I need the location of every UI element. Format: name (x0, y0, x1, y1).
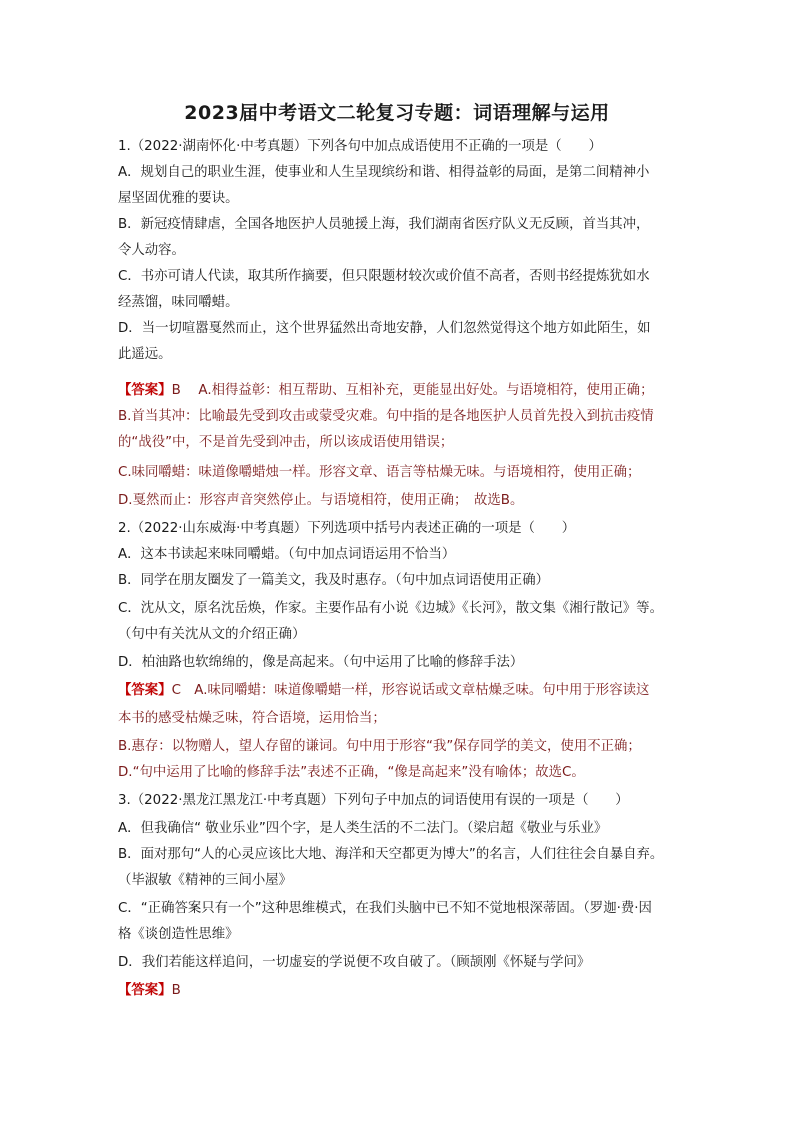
page-title: 2023届中考语文二轮复习专题：词语理解与运用 (184, 102, 610, 124)
option-line: （毕淑敏《精神的三间小屋》 (118, 873, 293, 888)
question-stem: 3.（2022·黑龙江黑龙江·中考真题）下列句子中加点的词语使用有误的一项是（ ） (118, 793, 629, 808)
option-line: D．柏油路也软绵绵的，像是高起来。（句中运用了比喻的修辞手法） (118, 655, 524, 670)
option-line: A．规划自己的职业生涯，使事业和人生呈现缤纷和谐、相得益彰的局面，是第二间精神小 (118, 165, 650, 180)
answer-text: B A.相得益彰：相互帮助、互相补充，更能显出好处。与语境相符，使用正确； (171, 383, 654, 398)
answer-tag: 【答案】 (118, 983, 172, 998)
answer-line: D.戛然而止：形容声音突然停止。与语境相符，使用正确； 故选B。 (118, 493, 524, 508)
question-stem: 2.（2022·山东威海·中考真题）下列选项中括号内表述正确的一项是（ ） (118, 521, 576, 536)
option-line: D．当一切喧嚣戛然而止，这个世界猛然出奇地安静，人们忽然觉得这个地方如此陌生，如 (118, 321, 651, 336)
answer-line: D.“句中运用了比喻的修辞手法”表述不正确，“像是高起来”没有喻体；故选C。 (118, 765, 585, 780)
option-line: A．这本书读起来味同嚼蜡。（句中加点词语运用不恰当） (118, 547, 456, 562)
answer-tag: 【答案】 (118, 383, 172, 398)
answer-tag: 【答案】 (118, 683, 172, 698)
option-line: 令人动容。 (118, 243, 185, 258)
answer-text: C A.味同嚼蜡：味道像嚼蜡一样，形容说话或文章枯燥乏味。句中用于形容读这 (171, 683, 650, 698)
option-line: 此遥远。 (118, 347, 172, 362)
answer-line: C.味同嚼蜡：味道像嚼蜡烛一样。形容文章、语言等枯燥无味。与语境相符，使用正确； (118, 465, 641, 480)
option-line: 屋坚固优雅的要诀。 (118, 191, 239, 206)
option-line: C．书亦可请人代读，取其所作摘要，但只限题材较次或价值不高者，否则书经提炼犹如水 (118, 269, 650, 284)
answer-line (118, 982, 688, 1000)
option-line: B．新冠疫情肆虐，全国各地医护人员驰援上海，我们湖南省医疗队义无反顾，首当其冲， (118, 217, 650, 232)
option-line: （句中有关沈从文的介绍正确） (118, 627, 306, 642)
option-line: C．“正确答案只有一个”这种思维模式，在我们头脑中已不知不觉地根深蒂固。（罗迦·费·因 (118, 901, 652, 916)
option-line: B．同学在朋友圈发了一篇美文，我及时惠存。（句中加点词语使用正确） (118, 573, 549, 588)
answer-line: 本书的感受枯燥乏味，符合语境，运用恰当； (118, 711, 386, 726)
answer-line: B.首当其冲：比喻最先受到攻击或蒙受灾难。句中指的是各地医护人员首先投入到抗击疫情 (118, 409, 654, 424)
answer-line (118, 682, 688, 700)
answer-line: B.惠存：以物赠人，望人存留的谦词。句中用于形容“我”保存同学的美文，使用不正确； (118, 739, 641, 754)
option-line: 经蒸馏，味同嚼蜡。 (118, 295, 239, 310)
answer-line (118, 382, 688, 400)
option-line: C．沈从文，原名沈岳焕，作家。主要作品有小说《边城》《长河》，散文集《湘行散记》等。 (118, 601, 663, 616)
answer-line: 的“战役”中，不是首先受到冲击，所以该成语使用错误； (118, 435, 454, 450)
question-stem: 1.（2022·湖南怀化·中考真题）下列各句中加点成语使用不正确的一项是（ ） (118, 139, 602, 154)
option-line: 格《谈创造性思维》 (118, 927, 239, 942)
option-line: B．面对那句“人的心灵应该比大地、海洋和天空都更为博大”的名言，人们往往会自暴自弃。 (118, 847, 664, 862)
answer-text: B (171, 983, 181, 998)
option-line: A．但我确信“ 敬业乐业”四个字，是人类生活的不二法门。（梁启超《敬业与乐业》 (118, 821, 608, 836)
option-line: D．我们若能这样追问，一切虚妄的学说便不攻自破了。（顾颉刚《怀疑与学问》 (118, 955, 591, 970)
